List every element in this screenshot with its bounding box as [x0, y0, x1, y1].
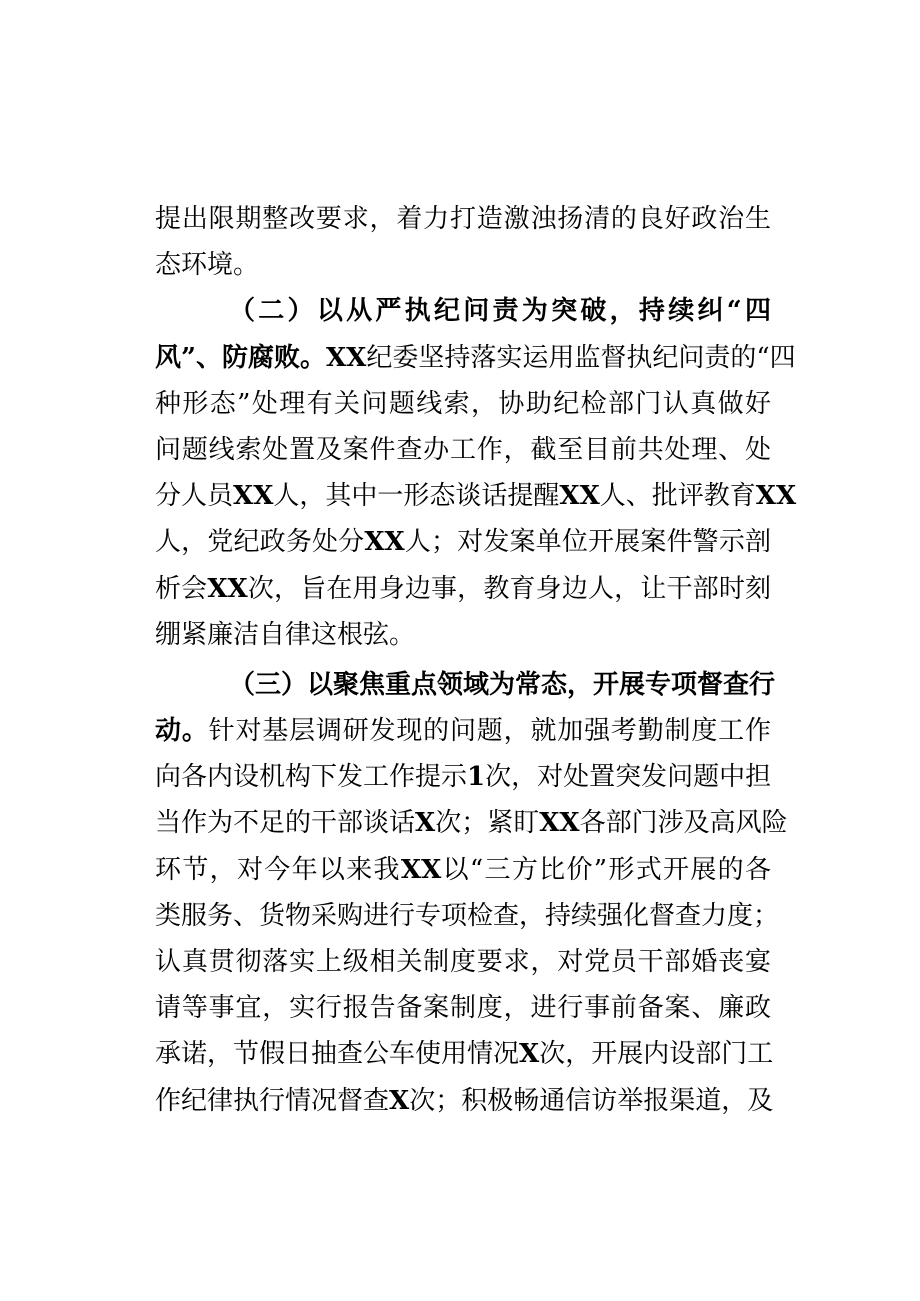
bold-text-segment: XX: [364, 527, 405, 558]
bold-text-segment: X: [519, 1039, 540, 1070]
bold-text-segment: 1: [467, 762, 486, 793]
text-segment: 人、批评教育: [599, 481, 756, 512]
text-line: [155, 754, 771, 800]
bold-text-segment: XX: [539, 808, 580, 839]
paragraph: [155, 288, 797, 658]
text-segment: 向各内设机构下发工作提示: [155, 762, 468, 793]
text-segment: 环节，对今年以来我: [155, 854, 401, 885]
text-line: [155, 985, 771, 1031]
bold-text-segment: XX: [207, 573, 248, 604]
text-line: [155, 473, 797, 519]
text-line: [155, 1031, 774, 1077]
text-segment: 当作为不足的干部谈话: [155, 808, 416, 839]
bold-text-segment: XX: [233, 481, 274, 512]
text-segment: 作纪律执行情况督查: [155, 1085, 390, 1116]
bold-text-segment: XX: [325, 342, 367, 373]
document-body: [155, 196, 797, 1124]
text-line: [155, 847, 771, 893]
text-segment: 人；对发案单位开展案件警示剖: [404, 527, 771, 558]
text-segment: 承诺，节假日抽查公车使用情况: [155, 1039, 520, 1070]
text-segment: 各部门涉及高风险: [579, 808, 788, 839]
text-segment: 次；积极畅通信访举报渠道，及: [409, 1085, 774, 1116]
text-segment: 人，其中一形态谈话提醒: [273, 481, 560, 512]
text-line: [155, 612, 771, 658]
text-line: [155, 427, 771, 473]
bold-text-segment: （二）以从严执纪问责为突破，持续纠“四: [229, 296, 771, 327]
text-line: [155, 242, 771, 288]
text-line: [155, 519, 771, 565]
text-line: [155, 939, 771, 985]
text-segment: 类服务、货物采购进行专项检查，持续强化督查力度；: [155, 900, 780, 931]
text-line: [155, 196, 771, 242]
text-line: [155, 708, 771, 754]
text-line: [155, 893, 780, 939]
paragraph: [155, 196, 771, 288]
bold-text-segment: XX: [400, 854, 442, 885]
bold-text-segment: X: [415, 808, 436, 839]
text-segment: 针对基层调研发现的问题，就加强考勤制度工作: [208, 716, 771, 747]
bold-text-segment: 风”、防腐败。: [155, 342, 326, 373]
text-segment: 人，党纪政务处分: [155, 527, 365, 558]
text-segment: 态环境。: [155, 250, 260, 281]
text-segment: 分人员: [155, 481, 234, 512]
paragraph: [155, 662, 788, 1124]
text-segment: 次，对处置突发问题中担: [485, 762, 772, 793]
text-line: [155, 1078, 774, 1124]
text-line: [155, 381, 771, 427]
text-segment: 纪委坚持落实运用监督执纪问责的“四: [366, 342, 796, 373]
bold-text-segment: XX: [559, 481, 600, 512]
text-line: [155, 335, 796, 381]
text-segment: 认真贯彻落实上级相关制度要求，对党员干部婚丧宴: [155, 947, 771, 977]
text-segment: 问题线索处置及案件查办工作，截至目前共处理、处: [155, 434, 771, 465]
text-segment: 析会: [155, 573, 208, 604]
text-line: [155, 662, 776, 708]
text-segment: 次；紧盯: [435, 808, 540, 839]
text-segment: 以“三方比价”形式开展的各: [441, 854, 771, 885]
bold-text-segment: （三）以聚焦重点领域为常态，开展专项督查行: [229, 669, 776, 700]
bold-text-segment: 动。: [155, 716, 209, 747]
text-line: [155, 566, 771, 612]
text-segment: 次，旨在用身边事，教育身边人，让干部时刻: [247, 573, 771, 604]
text-segment: 绷紧廉洁自律这根弦。: [155, 619, 416, 650]
text-line: [155, 288, 771, 334]
text-segment: 种形态”处理有关问题线索，协助纪检部门认真做好: [155, 388, 771, 419]
bold-text-segment: X: [389, 1085, 410, 1116]
text-segment: 次，开展内设部门工: [539, 1039, 774, 1070]
text-line: [155, 800, 788, 846]
text-segment: 提出限期整改要求，着力打造激浊扬清的良好政治生: [155, 204, 771, 234]
bold-text-segment: XX: [755, 481, 797, 512]
text-segment: 请等事宜，实行报告备案制度，进行事前备案、廉政: [155, 993, 771, 1024]
